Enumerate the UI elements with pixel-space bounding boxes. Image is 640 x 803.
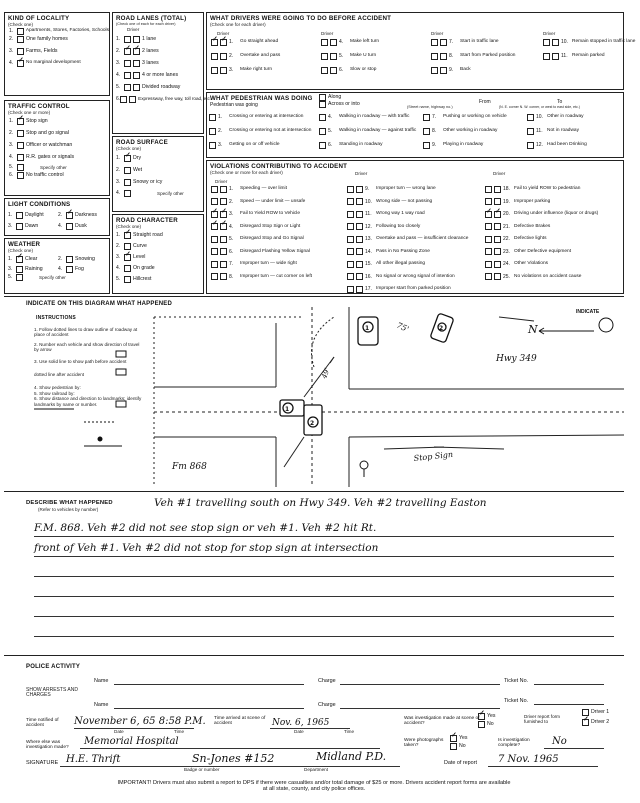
- pedestrian-item-6[interactable]: 6. Standing in roadway: [319, 141, 382, 149]
- weather-snowing[interactable]: 2. Snowing: [58, 256, 95, 262]
- road-surface-snowy[interactable]: 3. Snowy or icy: [116, 179, 163, 185]
- distance-label-75: 75': [395, 320, 411, 335]
- drivers-doing-item-11[interactable]: 11. Remain parked: [543, 52, 605, 60]
- svg-text:2: 2: [310, 420, 315, 427]
- pedestrian-item-12[interactable]: 12. Had been Drinking: [527, 141, 587, 149]
- pedestrian-going-label: Pedestrian was going: [210, 102, 258, 108]
- road-lanes-1[interactable]: 1. 1 lane: [116, 36, 157, 42]
- pedestrian-to-label: To: [557, 99, 563, 105]
- road-surface-wet[interactable]: 2. Wet: [116, 167, 143, 173]
- traffic-control-stop-sign[interactable]: 1. ✓ Stop sign: [5, 117, 109, 125]
- drivers-doing-title: WHAT DRIVERS WERE GOING TO DO BEFORE ACCIDENT: [210, 15, 392, 22]
- violation-item-18[interactable]: 18. Fail to yield ROW to pedestrian: [485, 185, 580, 193]
- traffic-control-hint: (Check one or more): [8, 110, 51, 115]
- weather-other[interactable]: 5. Specify other: [8, 274, 66, 280]
- pedestrian-item-10[interactable]: 10. Other in roadway: [527, 113, 584, 121]
- hwy-349-label: Hwy 349: [496, 354, 537, 364]
- driver-report-label: Driver report form furnished to: [524, 714, 560, 724]
- pedestrian-dir-hint: (N. E. corner N. W. corner, or west to east side, etc.): [499, 105, 580, 109]
- traffic-control-signal[interactable]: 2. Stop and go signal: [9, 130, 69, 136]
- violation-item-3[interactable]: ✓ ✓ 3. Fail to Yield ROW to Vehicle: [211, 210, 300, 218]
- violations-title: VIOLATIONS CONTRIBUTING TO ACCIDENT: [210, 163, 348, 170]
- describe-line-3[interactable]: front of Veh #1. Veh #2 did not stop for stop sign at intersection: [34, 542, 379, 554]
- violation-item-14[interactable]: 14. Pass in No Passing Zone: [347, 248, 430, 256]
- violation-item-4[interactable]: ✓ ✓ 4. Disregard Stop Sign or Light: [211, 223, 300, 231]
- instruction-4: 4. Show pedestrian by:: [34, 385, 81, 391]
- light-darkness[interactable]: 2. ✓ Darkness: [58, 211, 97, 219]
- complete-value[interactable]: No: [552, 736, 567, 747]
- footer-important-2: at all state, county, and city police offices.: [262, 786, 366, 792]
- violation-item-12[interactable]: 12. Following too closely: [347, 223, 420, 231]
- pedestrian-item-7[interactable]: 7. Pushing or working on vehicle: [423, 113, 507, 121]
- weather-raining[interactable]: 3. Raining: [8, 266, 43, 272]
- traffic-control-other[interactable]: 5. Specify other: [9, 164, 67, 170]
- violation-item-10[interactable]: 10. Wrong side — not passing: [347, 198, 432, 206]
- road-lanes-section: [112, 12, 212, 134]
- pedestrian-item-5[interactable]: 5. Walking in roadway — against traffic: [319, 127, 416, 135]
- signature-value[interactable]: H.E. Thrift: [66, 754, 121, 765]
- diagram-title: INDICATE ON THIS DIAGRAM WHAT HAPPENED: [26, 301, 173, 307]
- department-label: Department: [304, 767, 329, 772]
- pedestrian-title: WHAT PEDESTRIAN WAS DOING: [210, 95, 313, 102]
- road-lanes-expressway[interactable]: 6. Expressway, free way, toll road, etc.: [116, 96, 212, 102]
- pedestrian-item-8[interactable]: 8. Other working in roadway: [423, 127, 497, 135]
- pedestrian-item-11[interactable]: 11. Not in roadway: [527, 127, 579, 135]
- violation-item-22[interactable]: 22. Defective lights: [485, 235, 547, 243]
- pedestrian-across[interactable]: Across or into: [319, 100, 360, 108]
- road-lanes-divided[interactable]: 5. Divided roadway: [116, 84, 181, 90]
- police-name-label-2: Name: [94, 702, 109, 708]
- pedestrian-item-3[interactable]: 3. Getting on or off vehicle: [209, 141, 280, 149]
- road-character-straight[interactable]: 1. ✓ Straight road: [113, 231, 203, 239]
- violation-item-25[interactable]: 25. No violations on accident cause: [485, 273, 581, 281]
- photos-yes[interactable]: ✓ Yes: [450, 734, 467, 742]
- distance-label-49: 49': [320, 366, 332, 380]
- locality-option-4[interactable]: 4. ✓ No marginal development: [5, 59, 109, 67]
- pedestrian-from-label: From: [479, 99, 491, 105]
- footer-note: [4, 780, 624, 792]
- svg-text:2: 2: [439, 325, 444, 332]
- driver-1-report[interactable]: Driver 1: [582, 708, 609, 716]
- light-dusk[interactable]: 4. Dusk: [58, 223, 87, 229]
- violations-driver-hdr-3: Driver: [493, 171, 506, 176]
- road-lanes-driver-hdr: Driver: [127, 27, 140, 32]
- light-title: LIGHT CONDITIONS: [8, 201, 71, 208]
- violation-item-11[interactable]: 11. Wrong way 1 way road: [347, 210, 425, 218]
- badge-label: Badge or number: [184, 767, 220, 772]
- violation-item-13[interactable]: 13. Overtake and pass — insufficient clearance: [347, 235, 468, 243]
- footer-important: IMPORTANT! Drivers must also submit a report to DPS if there were casualties and/or total damage of $25 or more. Drivers accident report forms are available: [117, 780, 511, 786]
- violation-item-7[interactable]: 7. Improper turn — wide right: [211, 260, 297, 268]
- road-character-curve[interactable]: 2. Curve: [116, 243, 147, 249]
- violation-item-8[interactable]: 8. Improper turn — cut corner on left: [211, 273, 312, 281]
- accident-diagram[interactable]: [4, 297, 624, 493]
- locality-option-2[interactable]: 2. One family homes: [9, 36, 68, 42]
- violations-driver-hdr-2: Driver: [355, 171, 368, 176]
- time-notified-time-label: Time: [174, 729, 185, 734]
- drivers-doing-section: [206, 12, 636, 90]
- police-title: POLICE ACTIVITY: [26, 664, 81, 670]
- traffic-control-rr[interactable]: 4. R.R. gates or signals: [9, 154, 75, 160]
- violation-item-16[interactable]: 16. No signal or wrong signal of intention: [347, 273, 455, 281]
- road-lanes-title: ROAD LANES (TOTAL): [116, 15, 187, 22]
- describe-section: [4, 492, 624, 656]
- describe-line-1[interactable]: Veh #1 travelling south on Hwy 349. Veh #2 travelling Easton: [154, 497, 487, 509]
- pedestrian-item-4[interactable]: 4. Walking in roadway — with traffic: [319, 113, 409, 121]
- investigation-yes[interactable]: ✓ Yes: [478, 712, 495, 720]
- drivers-doing-driver-hdr-3: Driver: [431, 31, 444, 36]
- photos-label: Were photographs taken?: [404, 738, 444, 748]
- police-charge-label-1: Charge: [318, 678, 336, 684]
- violations-hint: (Check one or more for each driver): [210, 170, 283, 175]
- pedestrian-item-2[interactable]: 2. Crossing or entering not at intersection: [209, 127, 311, 135]
- road-surface-title: ROAD SURFACE: [116, 139, 168, 146]
- diagram-section: [4, 296, 624, 492]
- pedestrian-item-9[interactable]: 9. Playing in roadway: [423, 141, 483, 149]
- weather-title: WEATHER: [8, 241, 41, 248]
- light-dawn[interactable]: 3. Dawn: [8, 223, 39, 229]
- weather-section: [4, 238, 110, 294]
- instruction-1: 1. Follow dotted lines to draw outline of roadway at place of accident: [34, 327, 138, 338]
- violation-item-9[interactable]: 9. Improper turn — wrong lane: [347, 185, 436, 193]
- north-arrow-letter: N: [528, 323, 538, 336]
- police-activity-section: [4, 660, 624, 778]
- drivers-doing-hint: (Check one for each driver): [210, 22, 266, 27]
- violation-item-24[interactable]: 24. Other Violations: [485, 260, 548, 268]
- drivers-doing-item-9[interactable]: 9. Back: [431, 66, 471, 74]
- weather-hint: (Check one): [8, 248, 34, 253]
- drivers-doing-item-6[interactable]: 6. Slow or stop: [321, 66, 376, 74]
- road-character-hint: (Check one): [116, 224, 142, 229]
- pedestrian-along[interactable]: Along: [319, 93, 341, 101]
- pedestrian-grid: [207, 113, 625, 159]
- where-else-value[interactable]: Memorial Hospital: [84, 736, 179, 747]
- violation-item-20[interactable]: ✓ ✓ 20. Driving under influence (liquor or drugs): [485, 210, 598, 218]
- pedestrian-item-1[interactable]: 1. Crossing or entering at intersection: [209, 113, 303, 121]
- drivers-doing-item-5[interactable]: 5. Make U turn: [321, 52, 376, 60]
- road-lanes-4[interactable]: 4. 4 or more lanes: [116, 72, 179, 78]
- drivers-doing-item-7[interactable]: 7. Start in traffic lane: [431, 38, 499, 46]
- diagram-instructions-title: INSTRUCTIONS: [36, 315, 76, 321]
- accident-report-form: [4, 6, 636, 798]
- drivers-doing-item-2[interactable]: 2. Overtake and pass: [211, 52, 280, 60]
- time-notified-date-label: Date: [114, 729, 124, 734]
- investigation-no[interactable]: No: [478, 720, 494, 728]
- signature-label: SIGNATURE: [26, 760, 59, 766]
- road-character-level[interactable]: 3. ✓ Level: [113, 253, 203, 261]
- road-surface-dry[interactable]: 1. ✓ Dry: [113, 154, 203, 162]
- locality-title: KIND OF LOCALITY: [8, 15, 70, 22]
- drivers-doing-driver-hdr-1: Driver: [217, 31, 230, 36]
- traffic-control-section: [4, 100, 110, 196]
- violations-grid: [207, 185, 625, 295]
- drivers-doing-item-10[interactable]: 10. Remain stopped in traffic lane: [543, 38, 635, 46]
- describe-hint: (Refer to vehicles by number): [38, 507, 99, 512]
- traffic-control-title: TRAFFIC CONTROL: [8, 103, 70, 110]
- weather-clear[interactable]: 1. ✓ Clear: [8, 255, 58, 263]
- drivers-doing-driver-hdr-4: Driver: [543, 31, 556, 36]
- investigation-label: Was investigation made at scene of accident?: [404, 716, 480, 726]
- road-character-hillcrest[interactable]: 5. Hillcrest: [116, 276, 152, 282]
- stop-sign-label: Stop Sign: [413, 449, 454, 463]
- road-lanes-hint: (Check one of each for each driver): [116, 22, 176, 26]
- road-character-grade[interactable]: 4. On grade: [116, 265, 155, 271]
- violation-item-6[interactable]: 6. Disregard Flashing Yellow Signal: [211, 248, 310, 256]
- pedestrian-section: [206, 92, 624, 158]
- describe-title: DESCRIBE WHAT HAPPENED: [26, 500, 113, 506]
- violation-item-19[interactable]: 19. Improper parking: [485, 198, 550, 206]
- road-character-title: ROAD CHARACTER: [116, 217, 178, 224]
- road-surface-section: [112, 136, 204, 212]
- department-value[interactable]: Midland P.D.: [316, 750, 387, 763]
- police-ticket-label-1: Ticket No.: [504, 678, 529, 684]
- violation-item-21[interactable]: 21. Defective Brakes: [485, 223, 550, 231]
- violation-item-1[interactable]: 1. Speeding — over limit: [211, 185, 287, 193]
- pedestrian-street-hint: (Street name, highway no.): [407, 105, 453, 109]
- light-conditions-section: [4, 198, 110, 236]
- violations-driver-hdr-1: Driver: [215, 179, 228, 184]
- svg-text:1: 1: [285, 406, 290, 413]
- road-surface-other[interactable]: 4. Specify other: [116, 190, 184, 196]
- road-lanes-2[interactable]: 2. ✓ ✓ 2 lanes: [113, 47, 203, 55]
- svg-text:1: 1: [365, 325, 370, 332]
- traffic-control-none[interactable]: 6. No traffic control: [9, 172, 64, 178]
- complete-label: Is investigation complete?: [498, 738, 530, 748]
- violation-item-5[interactable]: 5. Disregard Stop and Go Signal: [211, 235, 304, 243]
- where-else-label: Where else was investigation made?: [26, 740, 69, 750]
- drivers-doing-item-1[interactable]: ✓ ✓ 1. Go straight ahead: [211, 38, 278, 46]
- badge-value[interactable]: Sn-Jones #152: [192, 752, 275, 765]
- kind-of-locality-section: [4, 12, 110, 96]
- fm-868-label: Fm 868: [172, 462, 207, 472]
- drivers-doing-grid: [207, 31, 636, 91]
- violation-item-23[interactable]: 23. Other Defective equipment: [485, 248, 571, 256]
- drivers-doing-driver-hdr-2: Driver: [321, 31, 334, 36]
- violation-item-15[interactable]: 15. All other illegal passing: [347, 260, 425, 268]
- violation-item-2[interactable]: 2. Speed — under limit — unsafe: [211, 198, 305, 206]
- photos-no[interactable]: No: [450, 742, 466, 750]
- drivers-doing-item-3[interactable]: 3. Make right turn: [211, 66, 272, 74]
- instruction-5: 5. Show railroad by:: [34, 390, 75, 396]
- light-daylight[interactable]: 1. Daylight: [8, 212, 44, 218]
- time-arrived-date-label: Date: [294, 729, 304, 734]
- police-name-label-1: Name: [94, 678, 109, 684]
- locality-hint: (Check one): [8, 22, 34, 27]
- instruction-2: 2. Number each vehicle and show direction of travel by arrow: [34, 341, 140, 353]
- traffic-control-officer[interactable]: 3. Officer or watchman: [9, 142, 73, 148]
- road-character-section: [112, 214, 204, 294]
- time-notified-value[interactable]: November 6, 65 8:58 P.M.: [74, 716, 206, 727]
- indicate-north-label: INDICATE: [576, 309, 600, 315]
- time-arrived-value[interactable]: Nov. 6, 1965: [272, 718, 330, 728]
- violation-item-17[interactable]: 17. Improper start from parked position: [347, 285, 451, 293]
- weather-fog[interactable]: 4. Fog: [58, 266, 84, 272]
- date-report-value[interactable]: 7 Nov. 1965: [498, 754, 559, 765]
- instruction-6: 6. Show distance and direction to landmarks; identify landmarks by name or number.: [34, 396, 142, 407]
- drivers-doing-item-4[interactable]: 4. Make left turn: [321, 38, 379, 46]
- instruction-3b: dotted line after accident: [34, 372, 85, 378]
- drivers-doing-item-8[interactable]: 8. Start from Parked position: [431, 52, 515, 60]
- driver-2-report[interactable]: ✓ Driver 2: [582, 718, 609, 726]
- police-ticket-label-2: Ticket No.: [504, 698, 529, 704]
- describe-line-2[interactable]: F.M. 868. Veh #2 did not see stop sign or veh #1. Veh #2 hit Rt.: [34, 522, 377, 534]
- road-surface-hint: (Check one): [116, 146, 142, 151]
- locality-option-3[interactable]: 3. Farms, Fields: [9, 48, 58, 54]
- time-arrived-label: Time arrived at scene of accident: [214, 716, 266, 726]
- time-arrived-time-label: Time: [344, 729, 355, 734]
- time-notified-label: Time notified of accident: [26, 718, 59, 728]
- police-charge-label-2: Charge: [318, 702, 336, 708]
- police-arrests-label: SHOW ARRESTS AND CHARGES: [26, 687, 78, 698]
- violations-section: [206, 160, 624, 294]
- date-report-label: Date of report: [444, 760, 477, 766]
- road-lanes-3[interactable]: 3. 3 lanes: [116, 60, 159, 66]
- instruction-3: 3. Use solid line to show path before accident: [34, 358, 127, 364]
- locality-option-1[interactable]: 1. Apartments, Stores, Factories, Schools: [9, 28, 109, 34]
